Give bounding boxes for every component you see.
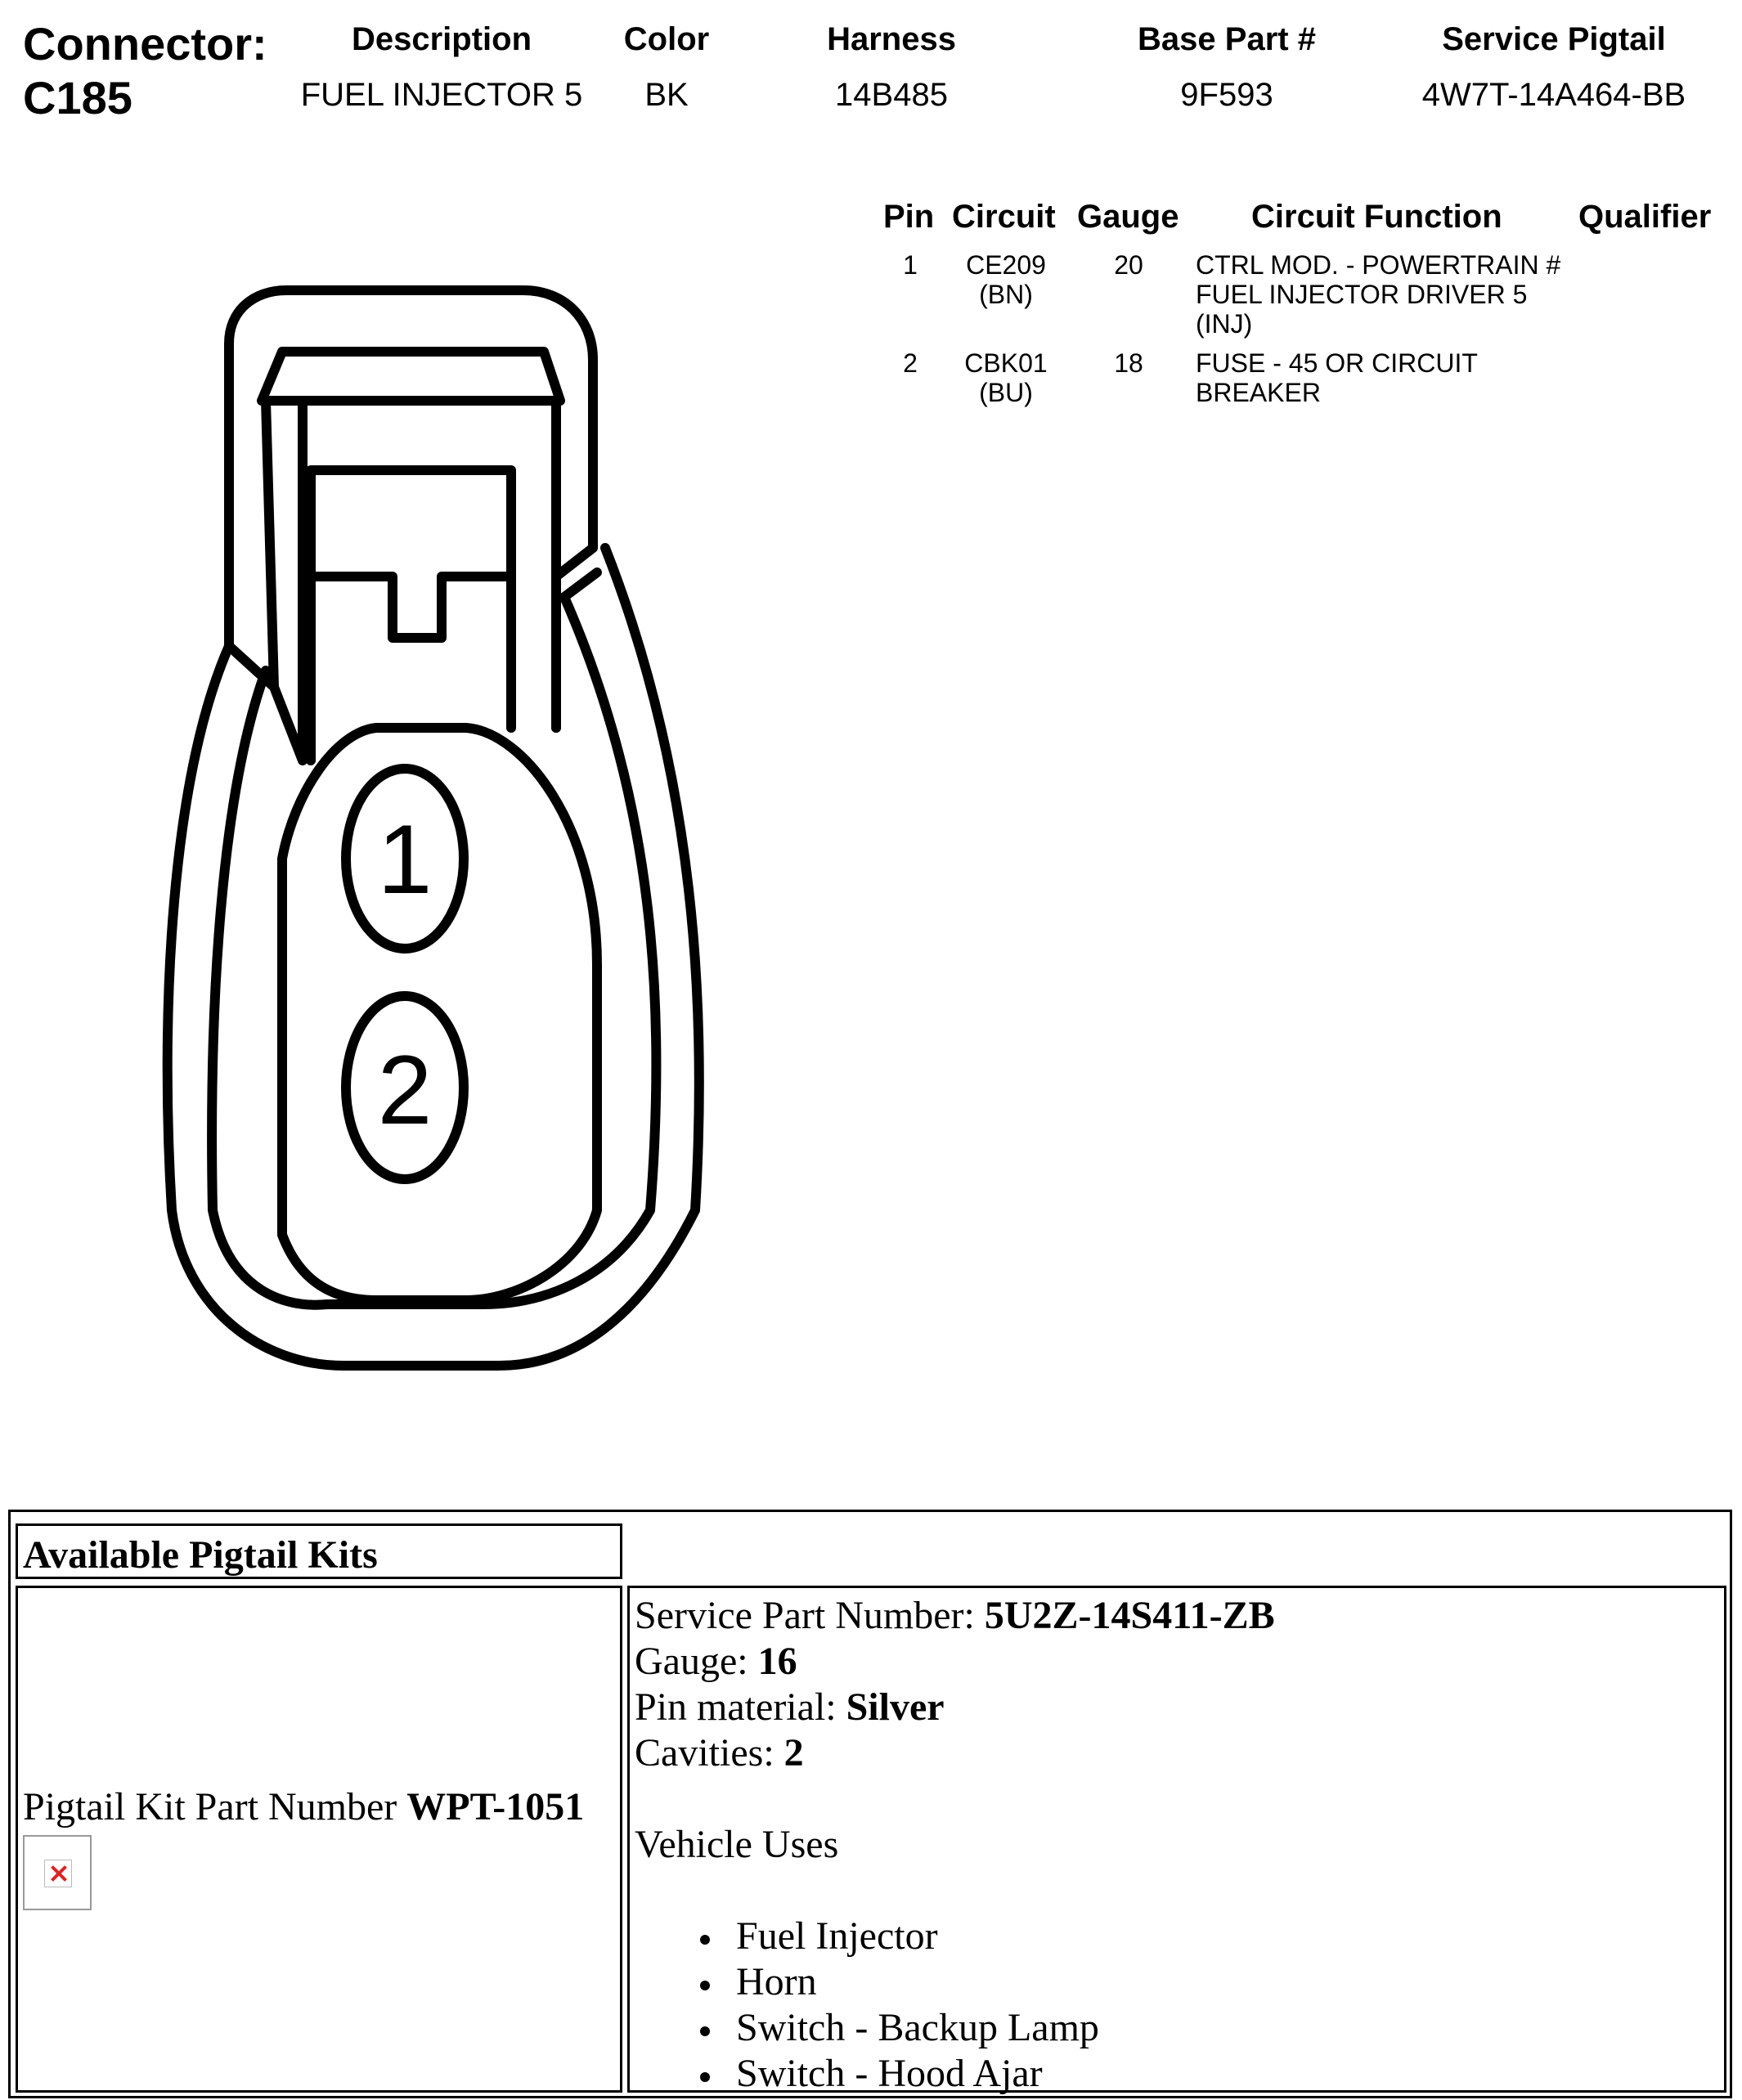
connector-label: Connector: [23,18,267,70]
color-header: Color [623,21,710,57]
description-value: FUEL INJECTOR 5 [300,77,583,113]
list-item: Switch - Backup Lamp [635,2005,1724,2051]
service-pigtail-value: 4W7T-14A464-BB [1421,77,1686,113]
gauge-info: Gauge: 16 [635,1640,797,1683]
pigtail-kit-cell [16,1586,622,2093]
pigtail-kit-part-label: Pigtail Kit Part Number [23,1785,407,1829]
table-row-1-color: (BN) [979,280,1033,309]
table-row-2-color: (BU) [979,378,1033,407]
broken-image-icon [23,1835,92,1910]
harness-value: 14B485 [835,77,948,113]
base-part-header: Base Part # [1138,21,1316,57]
table-row-1-circuit: CE209 [966,250,1046,280]
pigtail-kits-title: Available Pigtail Kits [16,1523,622,1579]
pin-material-info: Pin material: Silver [635,1685,945,1729]
pigtail-kit-part [23,1784,584,1830]
table-row-2-pin: 2 [903,348,918,378]
gauge-header: Gauge [1077,199,1179,235]
list-item: Fuel Injector [635,1914,1724,1959]
base-part-value: 9F593 [1180,77,1273,113]
service-part-cell [627,1586,1726,2093]
table-row-1-function-line-1: CTRL MOD. - POWERTRAIN # [1196,250,1561,280]
pigtail-kits-table [8,1510,1732,2098]
pin-header: Pin [883,199,935,235]
service-pigtail-header: Service Pigtail [1442,21,1666,57]
qualifier-header: Qualifier [1578,199,1712,235]
pigtail-kit-part-number: WPT-1051 [406,1785,585,1829]
circuit-function-header: Circuit Function [1251,199,1502,235]
connector-id: C185 [23,72,132,123]
cavities-info: Cavities: 2 [635,1731,804,1775]
service-part-number: Service Part Number: 5U2Z-14S411-ZB [635,1594,1275,1637]
circuit-header: Circuit [952,199,1056,235]
connector-face-diagram [123,270,744,1398]
harness-header: Harness [827,21,956,57]
description-header: Description [351,21,532,57]
table-row-1-gauge: 20 [1114,250,1143,280]
vehicle-uses-list [635,1914,1724,2097]
latch-tab [311,470,511,761]
cavity-2-label: 2 [377,1035,433,1145]
color-value: BK [644,77,689,113]
table-row-1-function-line-2: FUEL INJECTOR DRIVER 5 [1196,280,1528,309]
connector-outer-body [168,548,699,1366]
vehicle-uses-title: Vehicle Uses [635,1823,839,1866]
table-row-2-circuit: CBK01 [964,348,1048,378]
table-row-2-gauge: 18 [1114,348,1143,378]
table-row-2-function-line-2: BREAKER [1196,378,1321,407]
table-row-1-function-line-3: (INJ) [1196,309,1253,339]
table-row-2-function-line-1: FUSE - 45 OR CIRCUIT [1196,348,1478,378]
table-row-1-pin: 1 [903,250,918,280]
list-item: Horn [635,1959,1724,2005]
list-item: Switch - Hood Ajar [635,2051,1724,2097]
cavity-1-label: 1 [377,805,433,914]
